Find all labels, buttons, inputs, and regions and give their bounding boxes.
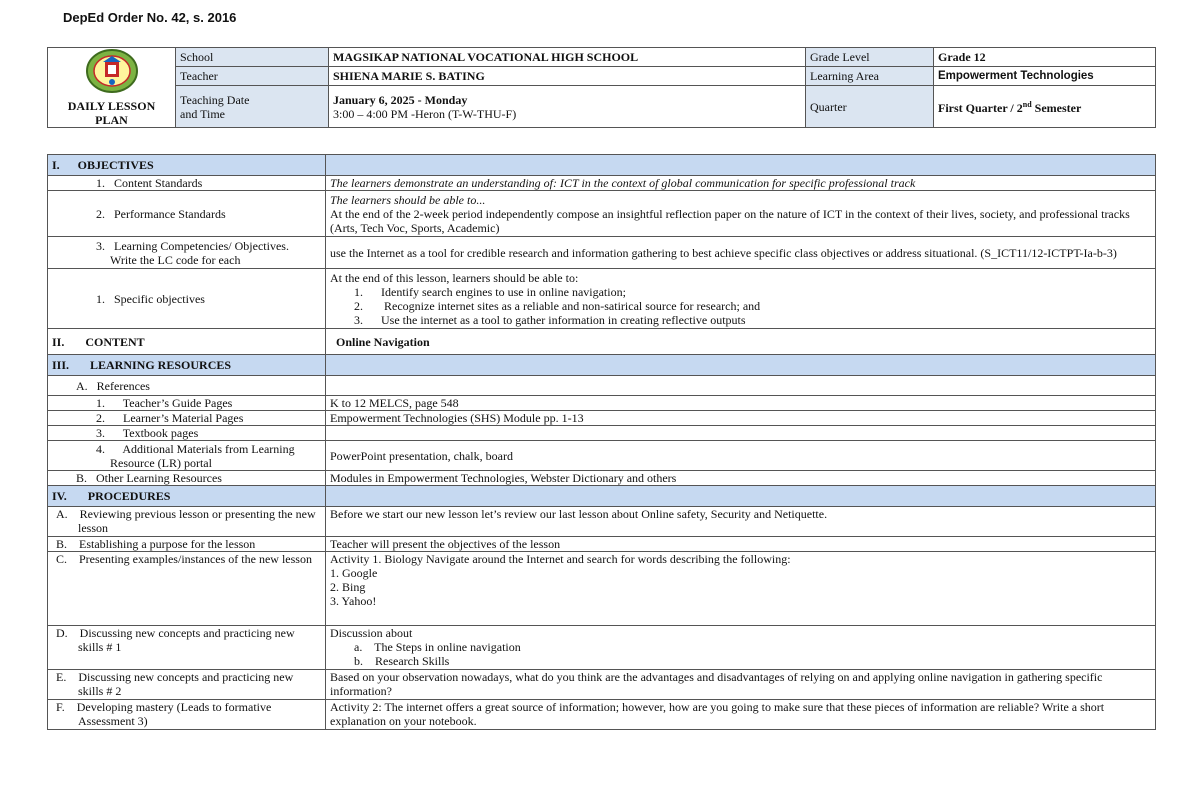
additional-materials-label <box>48 441 326 471</box>
deped-order-heading: DepEd Order No. 42, s. 2016 <box>63 10 237 25</box>
procedures-heading-blank <box>326 486 1156 507</box>
school-label: School <box>176 48 329 67</box>
procedure-d-value <box>326 626 1156 670</box>
procedure-e-label: E. Discussing new concepts and practicing new skills # 2 <box>48 670 326 700</box>
school-value: MAGSIKAP NATIONAL VOCATIONAL HIGH SCHOOL <box>329 48 806 67</box>
teachers-guide-label: 1. Teacher’s Guide Pages <box>48 396 326 411</box>
objectives-heading-blank <box>326 155 1156 176</box>
performance-intro: The learners should be able to... <box>330 192 486 207</box>
content-value: Online Navigation <box>326 329 1156 355</box>
learning-area-value: Empowerment Technologies <box>934 67 1156 86</box>
procedure-e-value: Based on your observation nowadays, what do you think are the advantages and disadvantages of relying on and applying online navigation in gathering specific information? <box>326 670 1156 700</box>
learners-material-value: Empowerment Technologies (SHS) Module pp. 1-13 <box>326 411 1156 426</box>
specific-item-1: 1. Identify search engines to use in online navigation; <box>354 284 626 299</box>
teaching-time: 3:00 – 4:00 PM -Heron (T-W-THU-F) <box>333 106 517 121</box>
quarter-value <box>934 86 1156 128</box>
content-standards-label: 1. Content Standards <box>48 176 326 191</box>
quarter-text: First Quarter / 2 <box>938 101 1023 115</box>
additional-label-line1: 4. Additional Materials from Learning <box>96 441 295 456</box>
teaching-date-label-line1: Teaching Date <box>180 92 250 107</box>
activity-1-item-2: 2. Bing <box>330 580 366 594</box>
activity-1-text: Activity 1. Biology Navigate around the Internet and search for words describing the following: <box>330 552 791 566</box>
procedure-a-label: A. Reviewing previous lesson or presenting the new lesson <box>48 507 326 537</box>
header-table <box>47 47 1156 128</box>
discussion-item-b: b. Research Skills <box>354 654 450 668</box>
daily-lesson-plan-title: DAILY LESSON PLAN <box>67 99 156 127</box>
teacher-value: SHIENA MARIE S. BATING <box>329 67 806 86</box>
textbook-pages-label: 3. Textbook pages <box>48 426 326 441</box>
specific-item-3: 3. Use the internet as a tool to gather information in creating reflective outputs <box>354 312 746 327</box>
learning-area-label: Learning Area <box>806 67 934 86</box>
teaching-date-label-line2: and Time <box>180 106 226 121</box>
procedure-d-label: D. Discussing new concepts and practicing new skills # 1 <box>48 626 326 670</box>
procedure-c-value <box>326 552 1156 626</box>
discussion-item-a: a. The Steps in online navigation <box>354 640 521 654</box>
learning-competencies-label <box>48 237 326 269</box>
teaching-date: January 6, 2025 - Monday <box>333 92 468 107</box>
teaching-date-label <box>176 86 329 128</box>
references-blank <box>326 376 1156 396</box>
specific-objectives-label: 1. Specific objectives <box>48 269 326 329</box>
lc-label-line2: Write the LC code for each <box>110 252 241 267</box>
procedure-f-label: F. Developing mastery (Leads to formative Assessment 3) <box>48 700 326 730</box>
lesson-plan-table <box>47 154 1156 730</box>
procedure-b-label: B. Establishing a purpose for the lesson <box>48 537 326 552</box>
teacher-label: Teacher <box>176 67 329 86</box>
learning-competencies-value: use the Internet as a tool for credible research and information gathering to best achieve specific class objectives or address situational. (S_ICT11/12-ICTPT-Ia-b-3) <box>326 237 1156 269</box>
performance-text: At the end of the 2-week period independently compose an insightful reflection paper on the nature of ICT in the context of their lives, society, and professional tracks (Arts, Tech Voc, Sports, Academic) <box>330 206 1130 235</box>
performance-standards-value <box>326 191 1156 237</box>
specific-intro: At the end of this lesson, learners should be able to: <box>330 270 579 285</box>
references-label: A. References <box>48 376 326 396</box>
lc-label-line1: 3. Learning Competencies/ Objectives. <box>96 238 289 253</box>
procedure-a-value: Before we start our new lesson let’s review our last lesson about Online safety, Security and Netiquette. <box>326 507 1156 537</box>
additional-materials-value: PowerPoint presentation, chalk, board <box>326 441 1156 471</box>
procedure-b-value: Teacher will present the objectives of the lesson <box>326 537 1156 552</box>
procedures-heading: IV. PROCEDURES <box>48 486 326 507</box>
other-resources-label: B. Other Learning Resources <box>48 471 326 486</box>
learning-resources-heading-blank <box>326 355 1156 376</box>
content-standards-value: The learners demonstrate an understanding of: ICT in the context of global communication for specific professional track <box>326 176 1156 191</box>
textbook-pages-value <box>326 426 1156 441</box>
objectives-heading: I. OBJECTIVES <box>48 155 326 176</box>
quarter-semester: Semester <box>1031 101 1082 115</box>
additional-label-line2: Resource (LR) portal <box>110 455 212 470</box>
school-seal-cell <box>48 48 176 128</box>
teachers-guide-value: K to 12 MELCS, page 548 <box>326 396 1156 411</box>
learning-resources-heading: III. LEARNING RESOURCES <box>48 355 326 376</box>
teaching-date-value <box>329 86 806 128</box>
quarter-label: Quarter <box>806 86 934 128</box>
procedure-f-value: Activity 2: The internet offers a great source of information; however, how are you going to make sure that these pieces of information are reliable? Write a short explanation on your notebook. <box>326 700 1156 730</box>
activity-1-item-3: 3. Yahoo! <box>330 594 377 608</box>
procedure-c-label: C. Presenting examples/instances of the new lesson <box>48 552 326 626</box>
school-seal-logo <box>85 48 139 94</box>
performance-standards-label: 2. Performance Standards <box>48 191 326 237</box>
specific-item-2: 2. Recognize internet sites as a reliable and non-satirical source for research; and <box>354 298 761 313</box>
discussion-intro: Discussion about <box>330 626 413 640</box>
quarter-superscript: nd <box>1022 100 1032 109</box>
specific-objectives-value <box>326 269 1156 329</box>
grade-level-value: Grade 12 <box>934 48 1156 67</box>
content-heading: II. CONTENT <box>48 329 326 355</box>
activity-1-item-1: 1. Google <box>330 566 378 580</box>
other-resources-value: Modules in Empowerment Technologies, Webster Dictionary and others <box>326 471 1156 486</box>
learners-material-label: 2. Learner’s Material Pages <box>48 411 326 426</box>
grade-level-label: Grade Level <box>806 48 934 67</box>
